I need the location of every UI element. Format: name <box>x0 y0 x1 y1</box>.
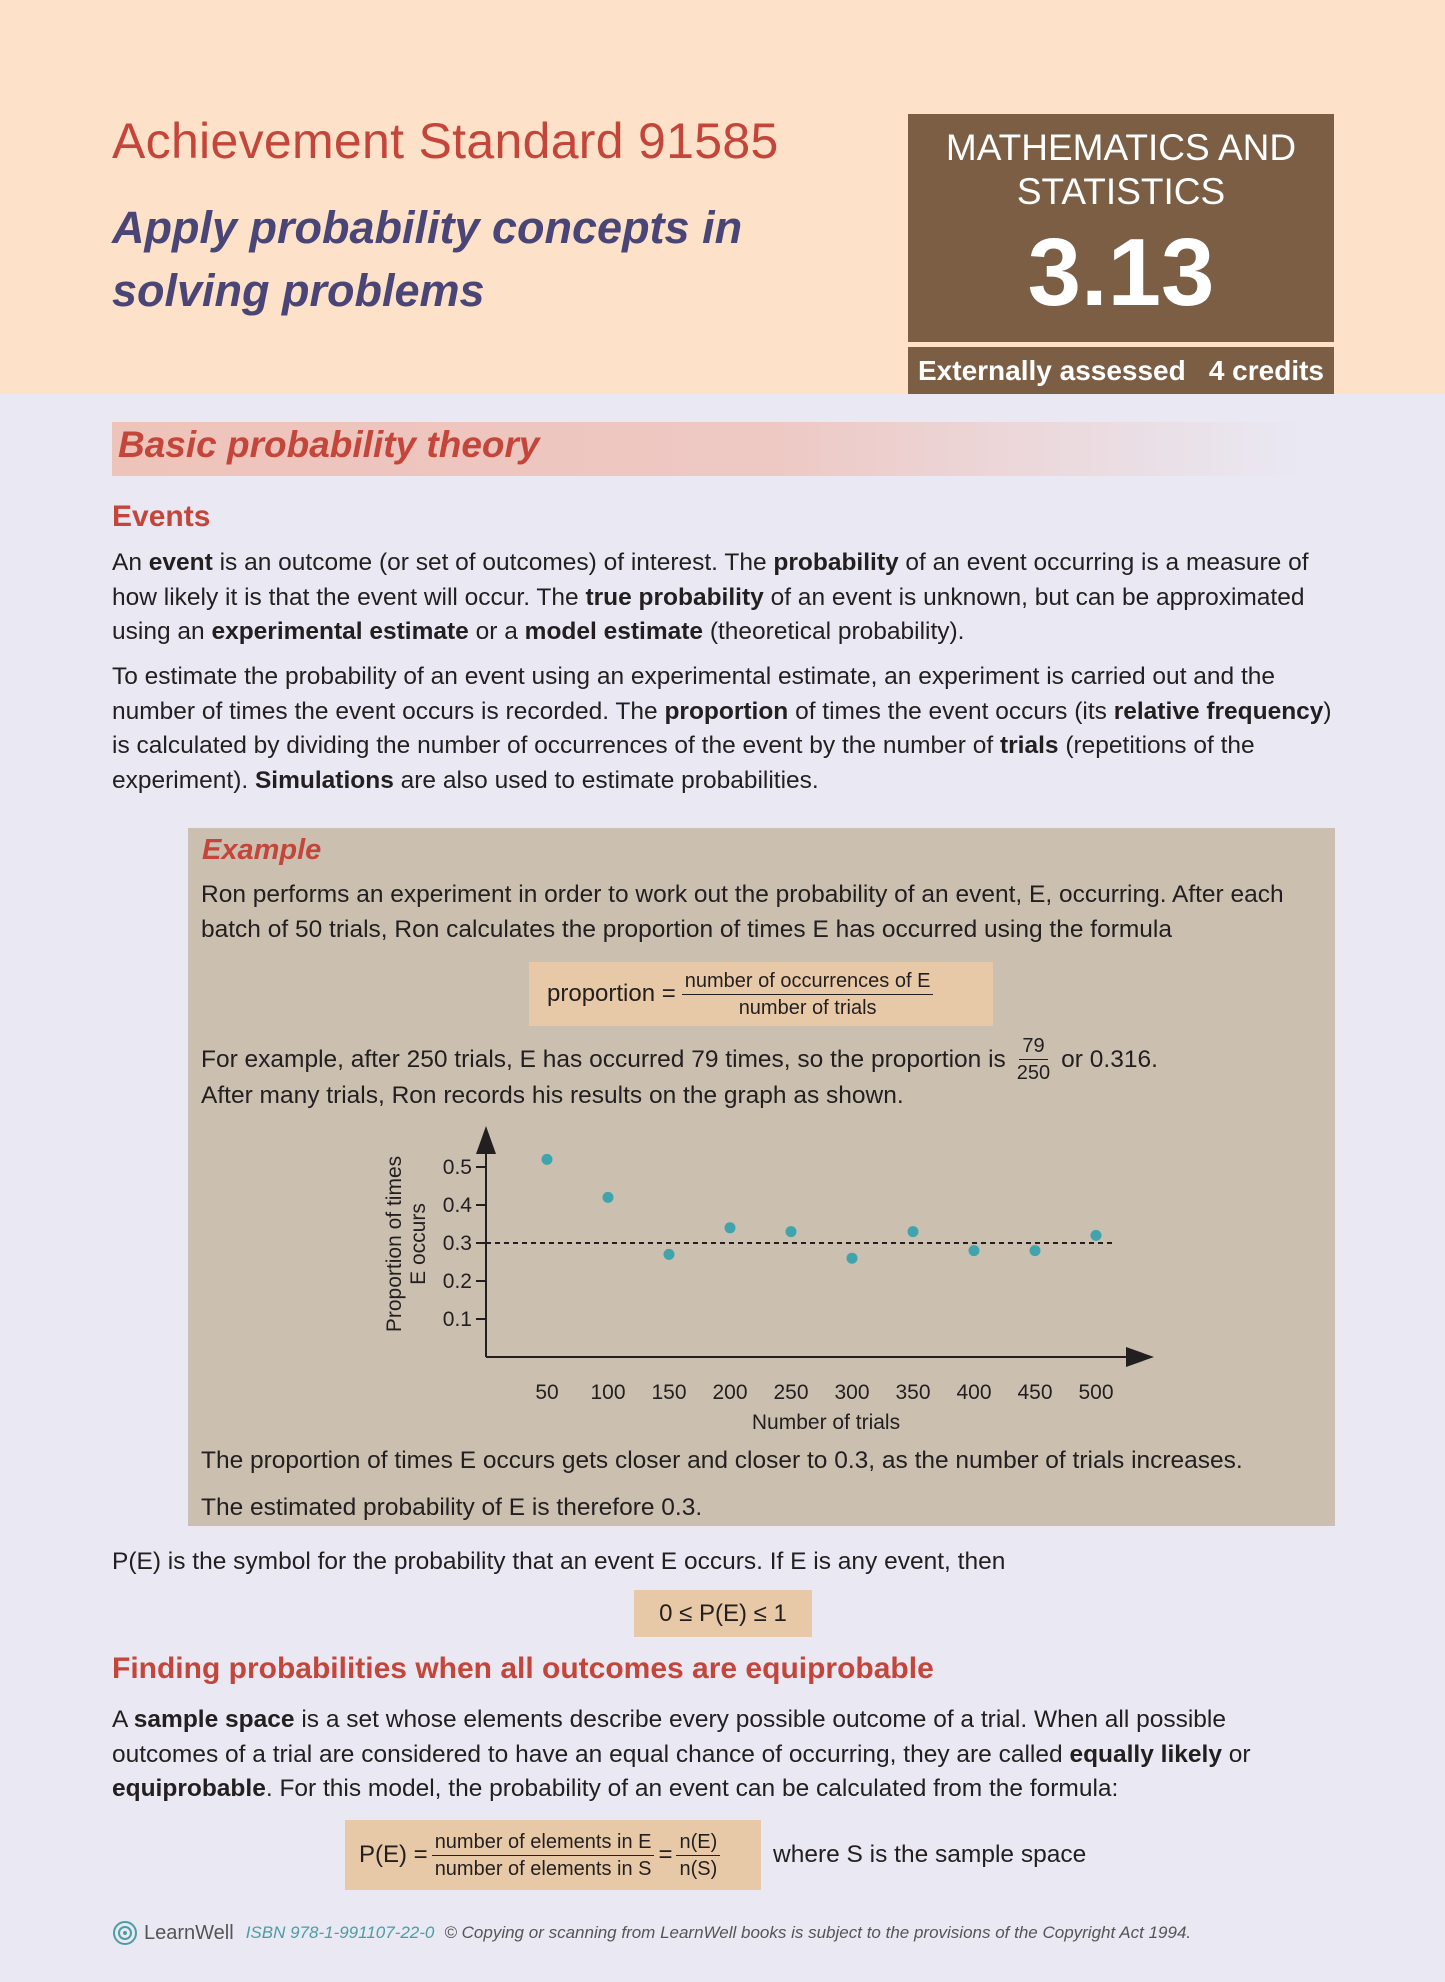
pe-definition: P(E) is the symbol for the probability that an event E occurs. If E is any event, then <box>112 1548 1006 1575</box>
x-axis-label: Number of trials <box>751 1411 901 1434</box>
credits: 4 credits <box>1208 354 1324 386</box>
x-tick-label: 50 <box>535 1381 559 1404</box>
proportion-formula <box>529 962 993 1026</box>
equiprobable-formula <box>345 1820 761 1890</box>
equi-equals: = <box>658 1841 673 1868</box>
example-after: After many trials, Ron records his results on the graph as shown. <box>201 1082 904 1109</box>
standard-subtitle: Apply probability concepts in solving problems <box>112 202 743 316</box>
fraction-numerator: 79 <box>1019 1034 1047 1060</box>
data-point <box>786 1226 797 1237</box>
fraction-denominator: 250 <box>1016 1062 1051 1084</box>
x-tick-label: 100 <box>590 1381 626 1404</box>
section-title: Basic probability theory <box>118 424 540 465</box>
y-tick-label: 0.1 <box>442 1308 472 1331</box>
x-tick-label: 150 <box>651 1381 687 1404</box>
equi-numerator-1: number of elements in E <box>432 1830 655 1856</box>
equi-fraction-1 <box>432 1830 655 1881</box>
subject-number: 3.13 <box>1027 219 1215 326</box>
footer <box>112 1920 1337 1946</box>
formula-numerator: number of occurrences of E <box>682 969 934 995</box>
y-tick-label: 0.5 <box>442 1156 472 1179</box>
x-tick-label: 250 <box>773 1381 809 1404</box>
example-conclusion-2: The estimated probability of E is therefore 0.3. <box>201 1494 703 1521</box>
y-axis-label: Proportion of timesE occurs <box>383 1155 430 1333</box>
example-intro: Ron performs an experiment in order to work out the probability of an event, E, occurring. After each batch of 50 trials, Ron calculates the proportion of times E has occurred using the formula <box>201 881 1284 943</box>
calculation-text: For example, after 250 trials, E has occurred 79 times, so the proportion is <box>201 1046 1006 1073</box>
formula-lhs: proportion = <box>547 980 676 1007</box>
example-conclusion-1: The proportion of times E occurs gets closer and closer to 0.3, as the number of trials increases. <box>201 1447 1243 1474</box>
calculation-result: or 0.316. <box>1061 1046 1158 1073</box>
assessment-bar <box>908 347 1334 394</box>
x-tick-label: 500 <box>1078 1381 1114 1404</box>
equi-denominator-1: number of elements in S <box>434 1857 652 1880</box>
formula-denominator: number of trials <box>738 996 877 1019</box>
events-paragraph-2: To estimate the probability of an event using an experimental estimate, an experiment is carried out and the number of times the event occurs is recorded. The proportion of times the event occurs (its relative frequency) is calculated by dividing the number of occurrences of the event by the number of trials (repetitions of the experiment). Simulations are also used to estimate probabilities. <box>112 663 1332 794</box>
data-point <box>847 1253 858 1264</box>
sample-space-note: where S is the sample space <box>773 1841 1087 1868</box>
data-point <box>725 1222 736 1233</box>
standard-title: Achievement Standard 91585 <box>112 113 779 169</box>
example-title: Example <box>202 834 322 866</box>
data-point <box>603 1192 614 1203</box>
data-point <box>908 1226 919 1237</box>
learnwell-logo-icon <box>112 1920 138 1946</box>
y-tick-label: 0.4 <box>442 1194 472 1217</box>
events-heading: Events <box>112 500 211 533</box>
equiprobable-heading: Finding probabilities when all outcomes are equiprobable <box>112 1652 934 1685</box>
x-tick-label: 350 <box>895 1381 931 1404</box>
equi-denominator-2: n(S) <box>679 1857 718 1880</box>
y-tick-label: 0.2 <box>442 1270 472 1293</box>
equi-numerator-2: n(E) <box>676 1830 720 1856</box>
x-tick-label: 400 <box>956 1381 992 1404</box>
equiprobable-paragraph: A sample space is a set whose elements describe every possible outcome of a trial. When all possible outcomes of a trial are considered to have an equal chance of occurring, they are called equally likely or equiprobable. For this model, the probability of an event can be calculated from the formula: <box>112 1706 1251 1802</box>
data-point <box>1030 1245 1041 1256</box>
y-tick-label: 0.3 <box>442 1232 472 1255</box>
subject-box <box>908 114 1334 342</box>
data-point <box>664 1249 675 1260</box>
events-paragraph-1: An event is an outcome (or set of outcomes) of interest. The probability of an event occurring is a measure of how likely it is that the event will occur. The true probability of an event is unknown, but can be approximated using an experimental estimate or a model estimate (theoretical probability). <box>112 549 1309 645</box>
copyright: © Copying or scanning from LearnWell books is subject to the provisions of the Copyright Act 1994. <box>444 1923 1192 1942</box>
data-point <box>1091 1230 1102 1241</box>
formula-fraction <box>682 969 934 1020</box>
data-point <box>969 1245 980 1256</box>
x-tick-label: 450 <box>1017 1381 1053 1404</box>
probability-range: 0 ≤ P(E) ≤ 1 <box>634 1590 812 1637</box>
x-tick-label: 300 <box>834 1381 870 1404</box>
data-point <box>542 1154 553 1165</box>
isbn: ISBN 978-1-991107-22-0 <box>245 1923 435 1942</box>
assessment-type: Externally assessed <box>918 354 1186 386</box>
subject-name: MATHEMATICS AND STATISTICS <box>945 127 1297 212</box>
x-tick-label: 200 <box>712 1381 748 1404</box>
equi-fraction-2 <box>676 1830 720 1881</box>
proportion-chart <box>370 1120 1170 1440</box>
brand-name: LearnWell <box>144 1921 234 1944</box>
equi-formula-lhs: P(E) = <box>359 1841 428 1868</box>
